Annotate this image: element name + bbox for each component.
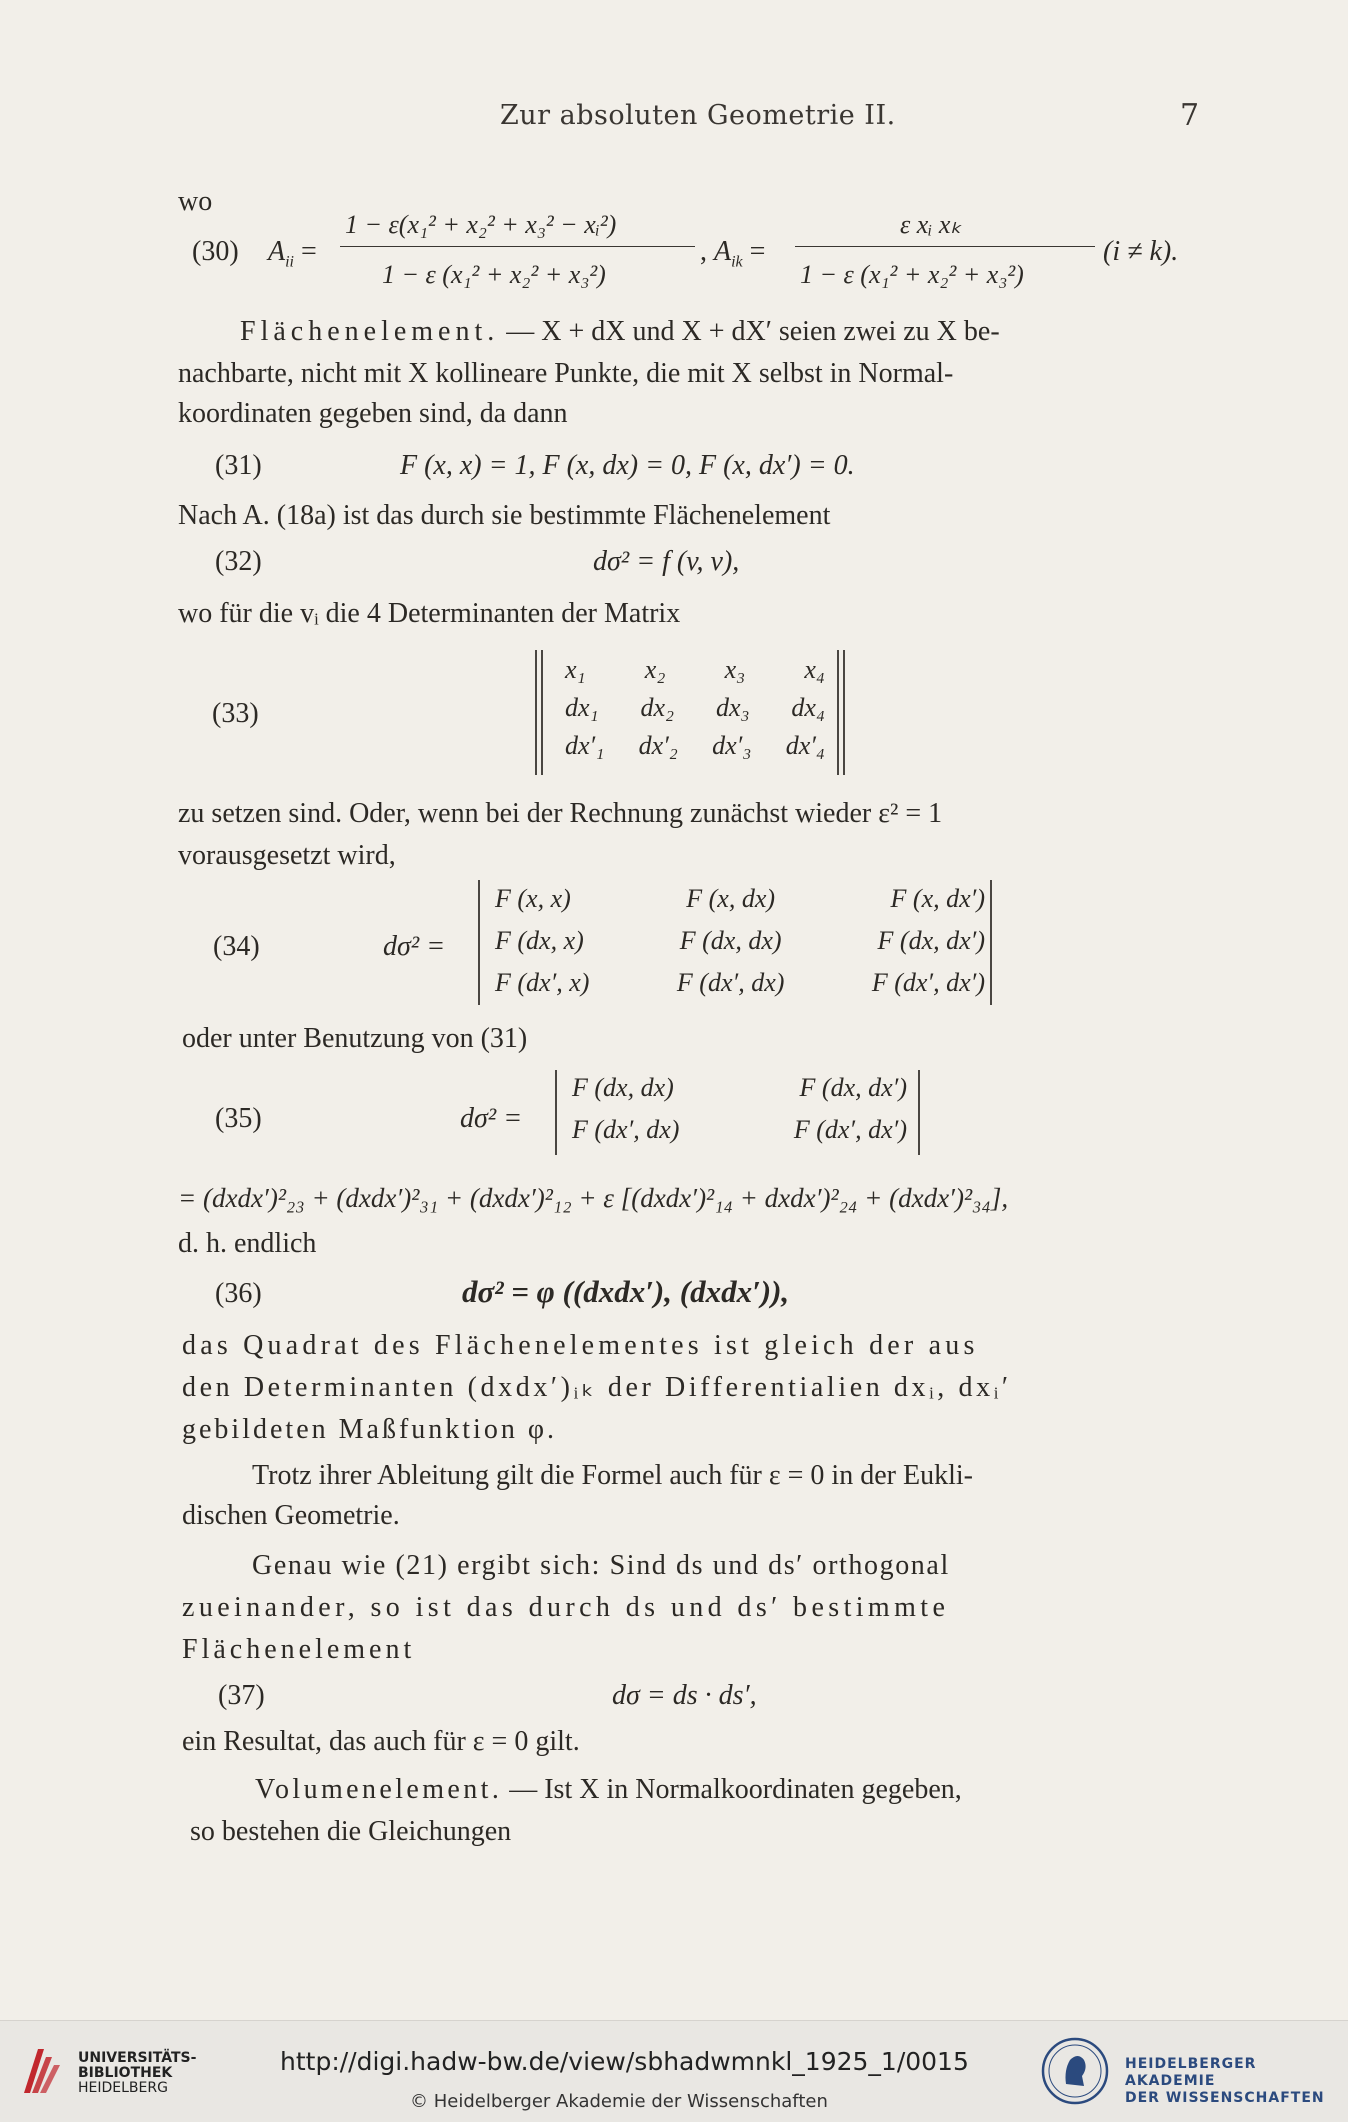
page-number: 7 (1180, 98, 1200, 133)
matrix-33-cell: x₂ (644, 655, 666, 684)
para-flaechenelement-line-3: koordinaten gegeben sind, da dann (178, 398, 568, 429)
equation-36: dσ² = φ ((dxdx′), (dxdx′)), (462, 1274, 790, 1309)
matrix-34-cell: F (dx, dx′) (877, 926, 985, 955)
matrix-34-cell: F (dx′, dx′) (871, 968, 985, 997)
matrix-34-left-bar (478, 880, 480, 1005)
matrix-33-row-3 (565, 731, 825, 769)
matrix-33-cell: dx₁ (565, 693, 599, 722)
matrix-33-row-1 (565, 655, 825, 693)
text-wo: wo (178, 186, 213, 217)
university-library-name (78, 2051, 198, 2096)
para-zu-setzen-line-1: zu setzen sind. Oder, wenn bei der Rechnung zunächst wieder ε² = 1 (178, 798, 943, 829)
matrix-33-cell: dx′₃ (712, 731, 752, 760)
matrix-34-row-3 (495, 968, 985, 1010)
eq30-A-ik-symbol: A (714, 236, 732, 267)
viewer-footer (0, 2020, 1348, 2122)
matrix-35-cell: F (dx, dx′) (799, 1073, 907, 1102)
matrix-33-cell: dx₄ (791, 693, 825, 722)
academy-line-2: DER WISSENSCHAFTEN (1125, 2090, 1325, 2106)
eq30-denominator-2: 1 − ε (x₁² + x₂² + x₃²) (800, 260, 1024, 289)
academy-line-1: HEIDELBERGER AKADEMIE (1125, 2056, 1257, 2089)
matrix-34-cell: F (x, dx) (686, 884, 776, 913)
ub-line-2: BIBLIOTHEK (78, 2065, 173, 2081)
matrix-33-left-bar-2 (541, 650, 543, 775)
para-das-quadrat-line-2: den Determinanten (dxdx′)ᵢₖ der Differentialien dxᵢ, dxᵢ′ (182, 1372, 1012, 1403)
university-library-logo (18, 2041, 64, 2101)
ub-line-1: UNIVERSITÄTS- (78, 2050, 197, 2066)
matrix-34-cell: F (dx, dx) (679, 926, 782, 955)
para-ein-resultat: ein Resultat, das auch für ε = 0 gilt. (182, 1726, 580, 1757)
matrix-35-cell: F (dx, dx) (572, 1073, 674, 1102)
matrix-34-cell: F (dx′, x) (495, 968, 590, 997)
equation-number-30: (30) (192, 236, 239, 267)
eq30-A-ik-subscript: ik (731, 253, 743, 271)
matrix-34-cell: F (x, dx′) (890, 884, 985, 913)
equation-number-35: (35) (215, 1103, 262, 1134)
para-trotz-line-2: dischen Geometrie. (182, 1500, 400, 1531)
matrix-35 (572, 1073, 907, 1157)
matrix-33-cell: dx′₄ (785, 731, 825, 760)
eq30-fraction-bar-1 (340, 246, 695, 247)
eq30-numerator-2: ε xᵢ xₖ (900, 210, 962, 239)
matrix-33-cell: x₄ (804, 655, 825, 684)
para-flaechenelement-line-2: nachbarte, nicht mit X kollineare Punkte, die mit X selbst in Normal- (178, 358, 954, 389)
para-volumenelement-line-1-rest: — Ist X in Normalkoordinaten gegeben, (509, 1774, 962, 1805)
para-genau-line-3: Flächenelement (182, 1634, 416, 1665)
para-genau-line-2: zueinander, so ist das durch ds und ds′ bestimmte (182, 1592, 950, 1623)
eq30-condition: (i ≠ k). (1103, 236, 1179, 267)
matrix-33-cell: dx′₂ (638, 731, 678, 760)
eq30-fraction-bar-2 (795, 246, 1095, 247)
matrix-35-left-bar (555, 1070, 557, 1155)
matrix-35-cell: F (dx′, dx) (572, 1115, 680, 1144)
section-heading-volumenelement: Volumenelement. (255, 1774, 503, 1805)
equation-number-32: (32) (215, 546, 262, 577)
equation-37: dσ = ds · ds′, (612, 1680, 757, 1711)
copyright-notice: © Heidelberger Akademie der Wissenschaften (410, 2091, 828, 2112)
matrix-35-right-bar (918, 1070, 920, 1155)
academy-seal-logo (1040, 2036, 1110, 2106)
equation-32: dσ² = f (v, v), (593, 546, 740, 577)
eq30-numerator-1: 1 − ε(x₁² + x₂² + x₃² − xᵢ²) (345, 210, 617, 239)
equation-number-36: (36) (215, 1278, 262, 1309)
matrix-34 (495, 884, 985, 1010)
para-das-quadrat-line-3: gebildeten Maßfunktion φ. (182, 1414, 557, 1445)
section-heading-flaechenelement: Flächenelement. (240, 316, 500, 347)
matrix-33-cell: dx₃ (715, 693, 750, 722)
matrix-33-right-bar (837, 650, 839, 775)
matrix-33-cell: x₃ (724, 655, 746, 684)
matrix-34-cell: F (dx′, dx) (676, 968, 785, 997)
matrix-33-left-bar (535, 650, 537, 775)
permalink-url[interactable]: http://digi.hadw-bw.de/view/sbhadwmnkl_1925_1/0015 (280, 2047, 969, 2076)
eq30-denominator-1: 1 − ε (x₁² + x₂² + x₃²) (382, 260, 606, 289)
para-wo-fuer-die: wo für die vᵢ die 4 Determinanten der Matrix (178, 598, 681, 629)
eq30-A-ii: $A_{ii}$ = (268, 236, 317, 271)
matrix-33-cell: x₁ (565, 655, 586, 684)
para-volumenelement-line-1 (255, 1776, 962, 1804)
para-nach-a: Nach A. (18a) ist das durch sie bestimmte Flächenelement (178, 500, 831, 531)
matrix-35-cell: F (dx′, dx′) (793, 1115, 907, 1144)
para-zu-setzen-line-2: vorausgesetzt wird, (178, 840, 396, 871)
matrix-33-row-2 (565, 693, 825, 731)
equation-number-37: (37) (218, 1680, 265, 1711)
para-volumenelement-line-2: so bestehen die Gleichungen (190, 1816, 512, 1847)
matrix-33-cell: dx₂ (640, 693, 675, 722)
matrix-33 (565, 655, 825, 769)
matrix-34-row-1 (495, 884, 985, 926)
equation-31: F (x, x) = 1, F (x, dx) = 0, F (x, dx′) = 0. (400, 450, 855, 481)
matrix-35-row-1 (572, 1073, 907, 1115)
academy-name (1125, 2056, 1345, 2107)
para-dh-endlich: d. h. endlich (178, 1228, 317, 1259)
equation-number-33: (33) (212, 698, 259, 729)
para-genau-line-1: Genau wie (21) ergibt sich: Sind ds und ds′ orthogonal (252, 1550, 950, 1581)
para-trotz-line-1: Trotz ihrer Ableitung gilt die Formel auch für ε = 0 in der Eukli- (252, 1460, 973, 1491)
equation-35-expansion: = (dxdx′)²₂₃ + (dxdx′)²₃₁ + (dxdx′)²₁₂ + ε [(dxdx′)²₁₄ + dxdx′)²₂₄ + (dxdx′)²₃₄], (178, 1183, 1009, 1213)
matrix-34-cell: F (dx, x) (495, 926, 584, 955)
equation-number-31: (31) (215, 450, 262, 481)
eq35-lhs: dσ² = (460, 1103, 523, 1134)
eq34-lhs: dσ² = (383, 931, 446, 962)
eq30-A-ik: , $A_{ik}$ = (700, 236, 766, 271)
matrix-34-cell: F (x, x) (495, 884, 571, 913)
matrix-34-right-bar (990, 880, 992, 1005)
para-flaechenelement-line-1 (240, 318, 1000, 346)
para-oder-unter-benutzung: oder unter Benutzung von (31) (182, 1023, 528, 1054)
equation-number-34: (34) (213, 931, 260, 962)
para-flaechenelement-line-1-rest: — X + dX und X + dX′ seien zwei zu X be- (506, 316, 1000, 347)
ub-line-3: HEIDELBERG (78, 2080, 168, 2096)
eq30-A-ii-subscript: ii (285, 253, 294, 271)
matrix-33-right-bar-2 (843, 650, 845, 775)
matrix-33-cell: dx′₁ (565, 731, 605, 760)
matrix-35-row-2 (572, 1115, 907, 1157)
running-head: Zur absoluten Geometrie II. (500, 100, 896, 131)
matrix-34-row-2 (495, 926, 985, 968)
eq30-A-ii-symbol: A (268, 236, 286, 267)
para-das-quadrat-line-1: das Quadrat des Flächenelementes ist gleich der aus (182, 1330, 979, 1361)
